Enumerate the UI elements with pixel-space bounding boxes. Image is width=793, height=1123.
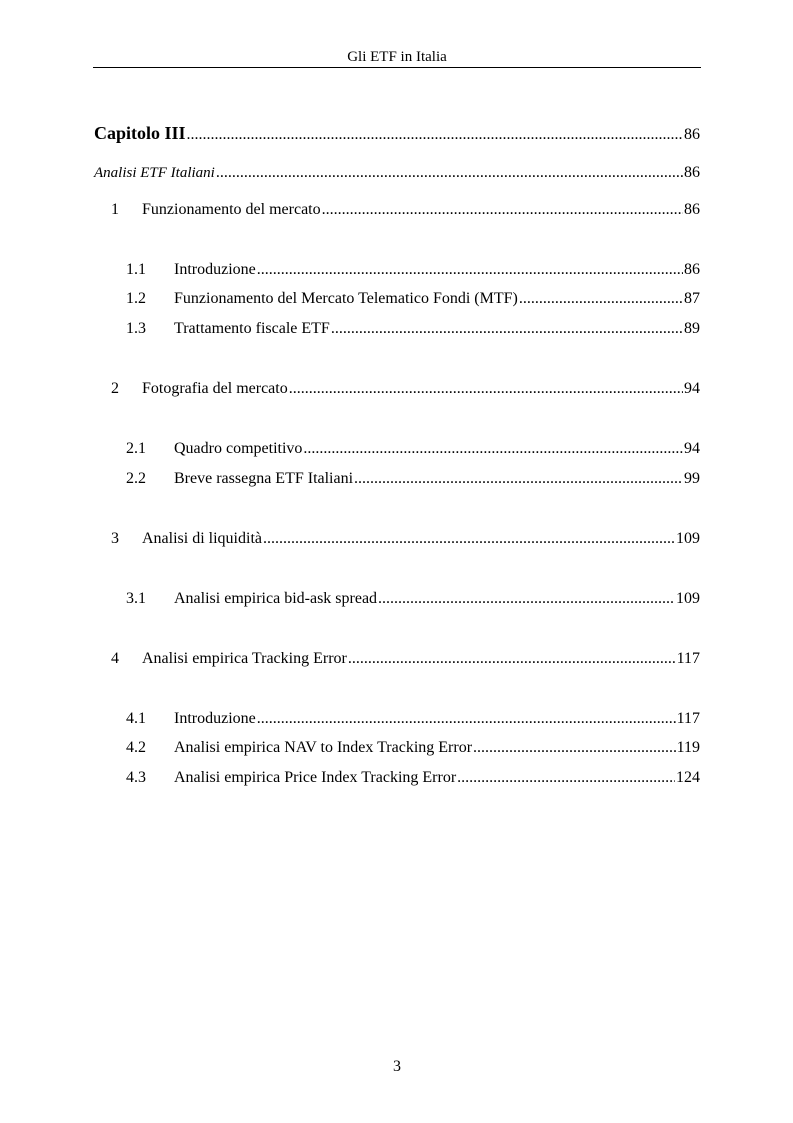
toc-leader-dots: [187, 125, 683, 145]
toc-section-number: 4: [111, 650, 119, 667]
toc-section-title: Introduzione: [174, 261, 256, 278]
toc-subsection-3-1[interactable]: [126, 589, 700, 609]
toc-section-3[interactable]: [93, 529, 700, 549]
toc-subsection-4-1[interactable]: [126, 709, 700, 729]
toc-page-number: 86: [684, 261, 700, 278]
toc-section-title: Trattamento fiscale ETF: [174, 320, 330, 337]
toc-leader-dots: [331, 319, 683, 339]
toc-section-title: Analisi empirica bid-ask spread: [174, 590, 378, 607]
toc-page-number: 86: [684, 201, 700, 218]
toc-section-number: 1.3: [126, 320, 146, 337]
toc-page-number: 119: [676, 739, 700, 756]
toc-section-title: Funzionamento del mercato: [142, 201, 321, 218]
toc-leader-dots: [257, 709, 676, 729]
toc-leader-dots: [263, 529, 675, 549]
toc-leader-dots: [354, 469, 683, 489]
toc-section-number: 2.1: [126, 440, 146, 457]
toc-section-number: 4.1: [126, 710, 146, 727]
toc-section-number: 3: [111, 530, 119, 547]
toc-section-title: Funzionamento del Mercato Telematico Fondi (MTF): [174, 290, 518, 307]
toc-section-title: Breve rassegna ETF Italiani: [174, 470, 354, 487]
toc-page-number: 109: [676, 530, 700, 547]
toc-section-title: Introduzione: [174, 710, 256, 727]
toc-page-number: 87: [684, 290, 700, 307]
toc-section-2[interactable]: [93, 379, 700, 399]
running-header: Gli ETF in Italia: [347, 49, 447, 65]
toc-chapter-entry[interactable]: [94, 123, 700, 145]
toc-leader-dots: [519, 289, 683, 309]
toc-page-number: 86: [684, 126, 700, 143]
toc-subsection-1-3[interactable]: [126, 319, 700, 339]
toc-section-number: 4.2: [126, 739, 146, 756]
toc-section-title: Analisi empirica Tracking Error: [142, 650, 347, 667]
toc-leader-dots: [257, 260, 683, 280]
toc-section-number: 1.1: [126, 261, 146, 278]
toc-section-title: Fotografia del mercato: [142, 380, 288, 397]
toc-section-number: 4.3: [126, 769, 146, 786]
toc-page-number: 117: [676, 710, 700, 727]
toc-subsection-4-3[interactable]: [126, 768, 700, 788]
toc-leader-dots: [348, 649, 676, 669]
toc-subsection-1-1[interactable]: [126, 260, 700, 280]
toc-section-title: Analisi di liquidità: [142, 530, 262, 547]
toc-subsection-2-1[interactable]: [126, 439, 700, 459]
toc-leader-dots: [289, 379, 683, 399]
toc-page-number: 109: [676, 590, 700, 607]
toc-subsection-2-2[interactable]: [126, 469, 700, 489]
toc-section-number: 1.2: [126, 290, 146, 307]
toc-leader-dots: [473, 738, 676, 758]
toc-part-title: Analisi ETF Italiani: [94, 165, 215, 181]
toc-page-number: 117: [676, 650, 700, 667]
page-number: 3: [393, 1058, 401, 1075]
toc-chapter-title: Capitolo III: [94, 123, 186, 143]
toc-leader-dots: [216, 163, 683, 183]
toc-leader-dots: [303, 439, 683, 459]
toc-section-number: 2.2: [126, 470, 146, 487]
toc-leader-dots: [322, 200, 683, 220]
toc-part-entry[interactable]: [94, 163, 700, 183]
toc-section-number: 1: [111, 201, 119, 218]
toc-subsection-4-2[interactable]: [126, 738, 700, 758]
toc-leader-dots: [457, 768, 675, 788]
toc-section-title: Quadro competitivo: [174, 440, 303, 457]
toc-page-number: 94: [684, 380, 700, 397]
toc-section-title: Analisi empirica NAV to Index Tracking Error: [174, 739, 473, 756]
toc-page-number: 94: [684, 440, 700, 457]
toc-section-title: Analisi empirica Price Index Tracking Error: [174, 769, 457, 786]
toc-page-number: 89: [684, 320, 700, 337]
toc-section-4[interactable]: [93, 649, 700, 669]
toc-section-1[interactable]: [93, 200, 700, 220]
toc-page-number: 86: [684, 164, 700, 181]
toc-section-number: 2: [111, 380, 119, 397]
toc-subsection-1-2[interactable]: [126, 289, 700, 309]
toc-leader-dots: [378, 589, 675, 609]
toc-page-number: 99: [684, 470, 700, 487]
toc-section-number: 3.1: [126, 590, 146, 607]
toc-page-number: 124: [676, 769, 700, 786]
